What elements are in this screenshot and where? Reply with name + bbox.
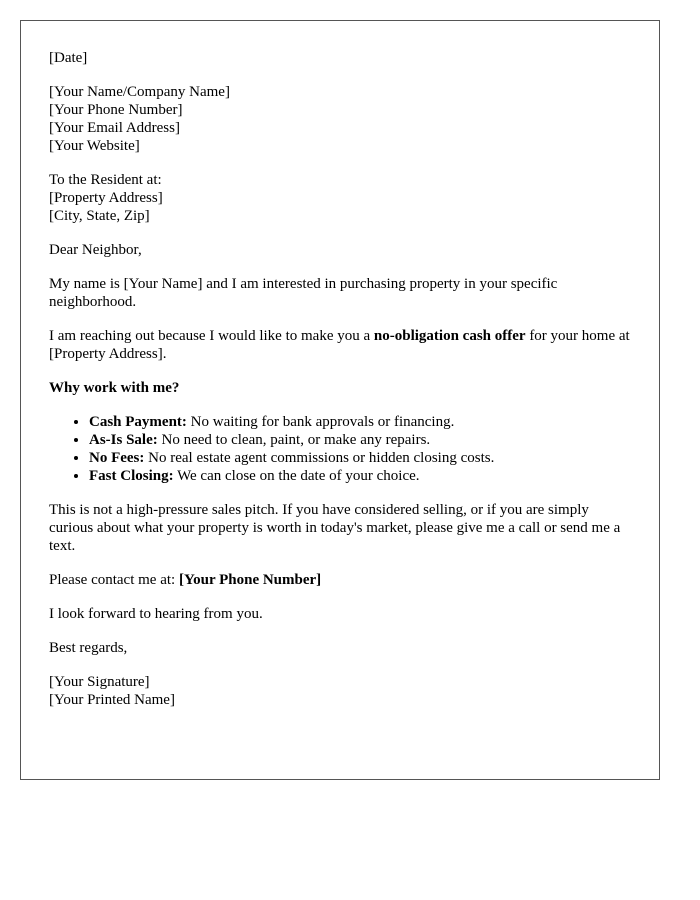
benefit-title: Cash Payment: bbox=[89, 414, 187, 430]
signature-block bbox=[49, 673, 631, 709]
offer-paragraph bbox=[49, 327, 631, 363]
signoff: Best regards, bbox=[49, 640, 128, 656]
benefit-item bbox=[89, 413, 631, 431]
closing-line: I look forward to hearing from you. bbox=[49, 606, 263, 622]
signature-placeholder: [Your Signature] bbox=[49, 674, 150, 690]
pitch-paragraph: This is not a high-pressure sales pitch. If you have considered selling, or if you are simply curious about what your property is worth in today's market, please give me a call or send me a text. bbox=[49, 502, 621, 554]
offer-text-after: for your home at [Property Address]. bbox=[49, 328, 630, 362]
benefit-title: Fast Closing: bbox=[89, 468, 174, 484]
sender-website: [Your Website] bbox=[49, 138, 140, 154]
salutation: Dear Neighbor, bbox=[49, 242, 142, 258]
printed-name: [Your Printed Name] bbox=[49, 692, 175, 708]
benefit-text: No waiting for bank approvals or financing. bbox=[186, 414, 455, 430]
recipient-city: [City, State, Zip] bbox=[49, 208, 150, 224]
letter-page bbox=[20, 20, 660, 780]
recipient-line: To the Resident at: bbox=[49, 172, 162, 188]
benefit-item bbox=[89, 431, 631, 449]
recipient-address: [Property Address] bbox=[49, 190, 163, 206]
offer-text-before: I am reaching out because I would like to make you a bbox=[49, 328, 374, 344]
benefit-text: No need to clean, paint, or make any repairs. bbox=[157, 432, 431, 448]
intro-paragraph: My name is [Your Name] and I am interested in purchasing property in your specific neighborhood. bbox=[49, 276, 558, 310]
benefit-text: We can close on the date of your choice. bbox=[173, 468, 420, 484]
offer-highlight: no-obligation cash offer bbox=[373, 328, 526, 344]
recipient-block bbox=[49, 171, 631, 225]
benefit-item bbox=[89, 467, 631, 485]
benefit-item bbox=[89, 449, 631, 467]
letter-date: [Date] bbox=[49, 50, 88, 66]
contact-text: Please contact me at: bbox=[49, 572, 179, 588]
why-heading-text: Why work with me? bbox=[49, 380, 180, 396]
sender-name: [Your Name/Company Name] bbox=[49, 84, 230, 100]
sender-phone: [Your Phone Number] bbox=[49, 102, 183, 118]
why-heading bbox=[49, 379, 631, 397]
contact-paragraph bbox=[49, 571, 631, 589]
benefit-text: No real estate agent commissions or hidden closing costs. bbox=[144, 450, 495, 466]
contact-phone: [Your Phone Number] bbox=[178, 572, 322, 588]
sender-email: [Your Email Address] bbox=[49, 120, 180, 136]
benefit-title: As-Is Sale: bbox=[89, 432, 158, 448]
sender-block bbox=[49, 83, 631, 155]
benefits-list bbox=[49, 413, 631, 485]
benefit-title: No Fees: bbox=[89, 450, 145, 466]
